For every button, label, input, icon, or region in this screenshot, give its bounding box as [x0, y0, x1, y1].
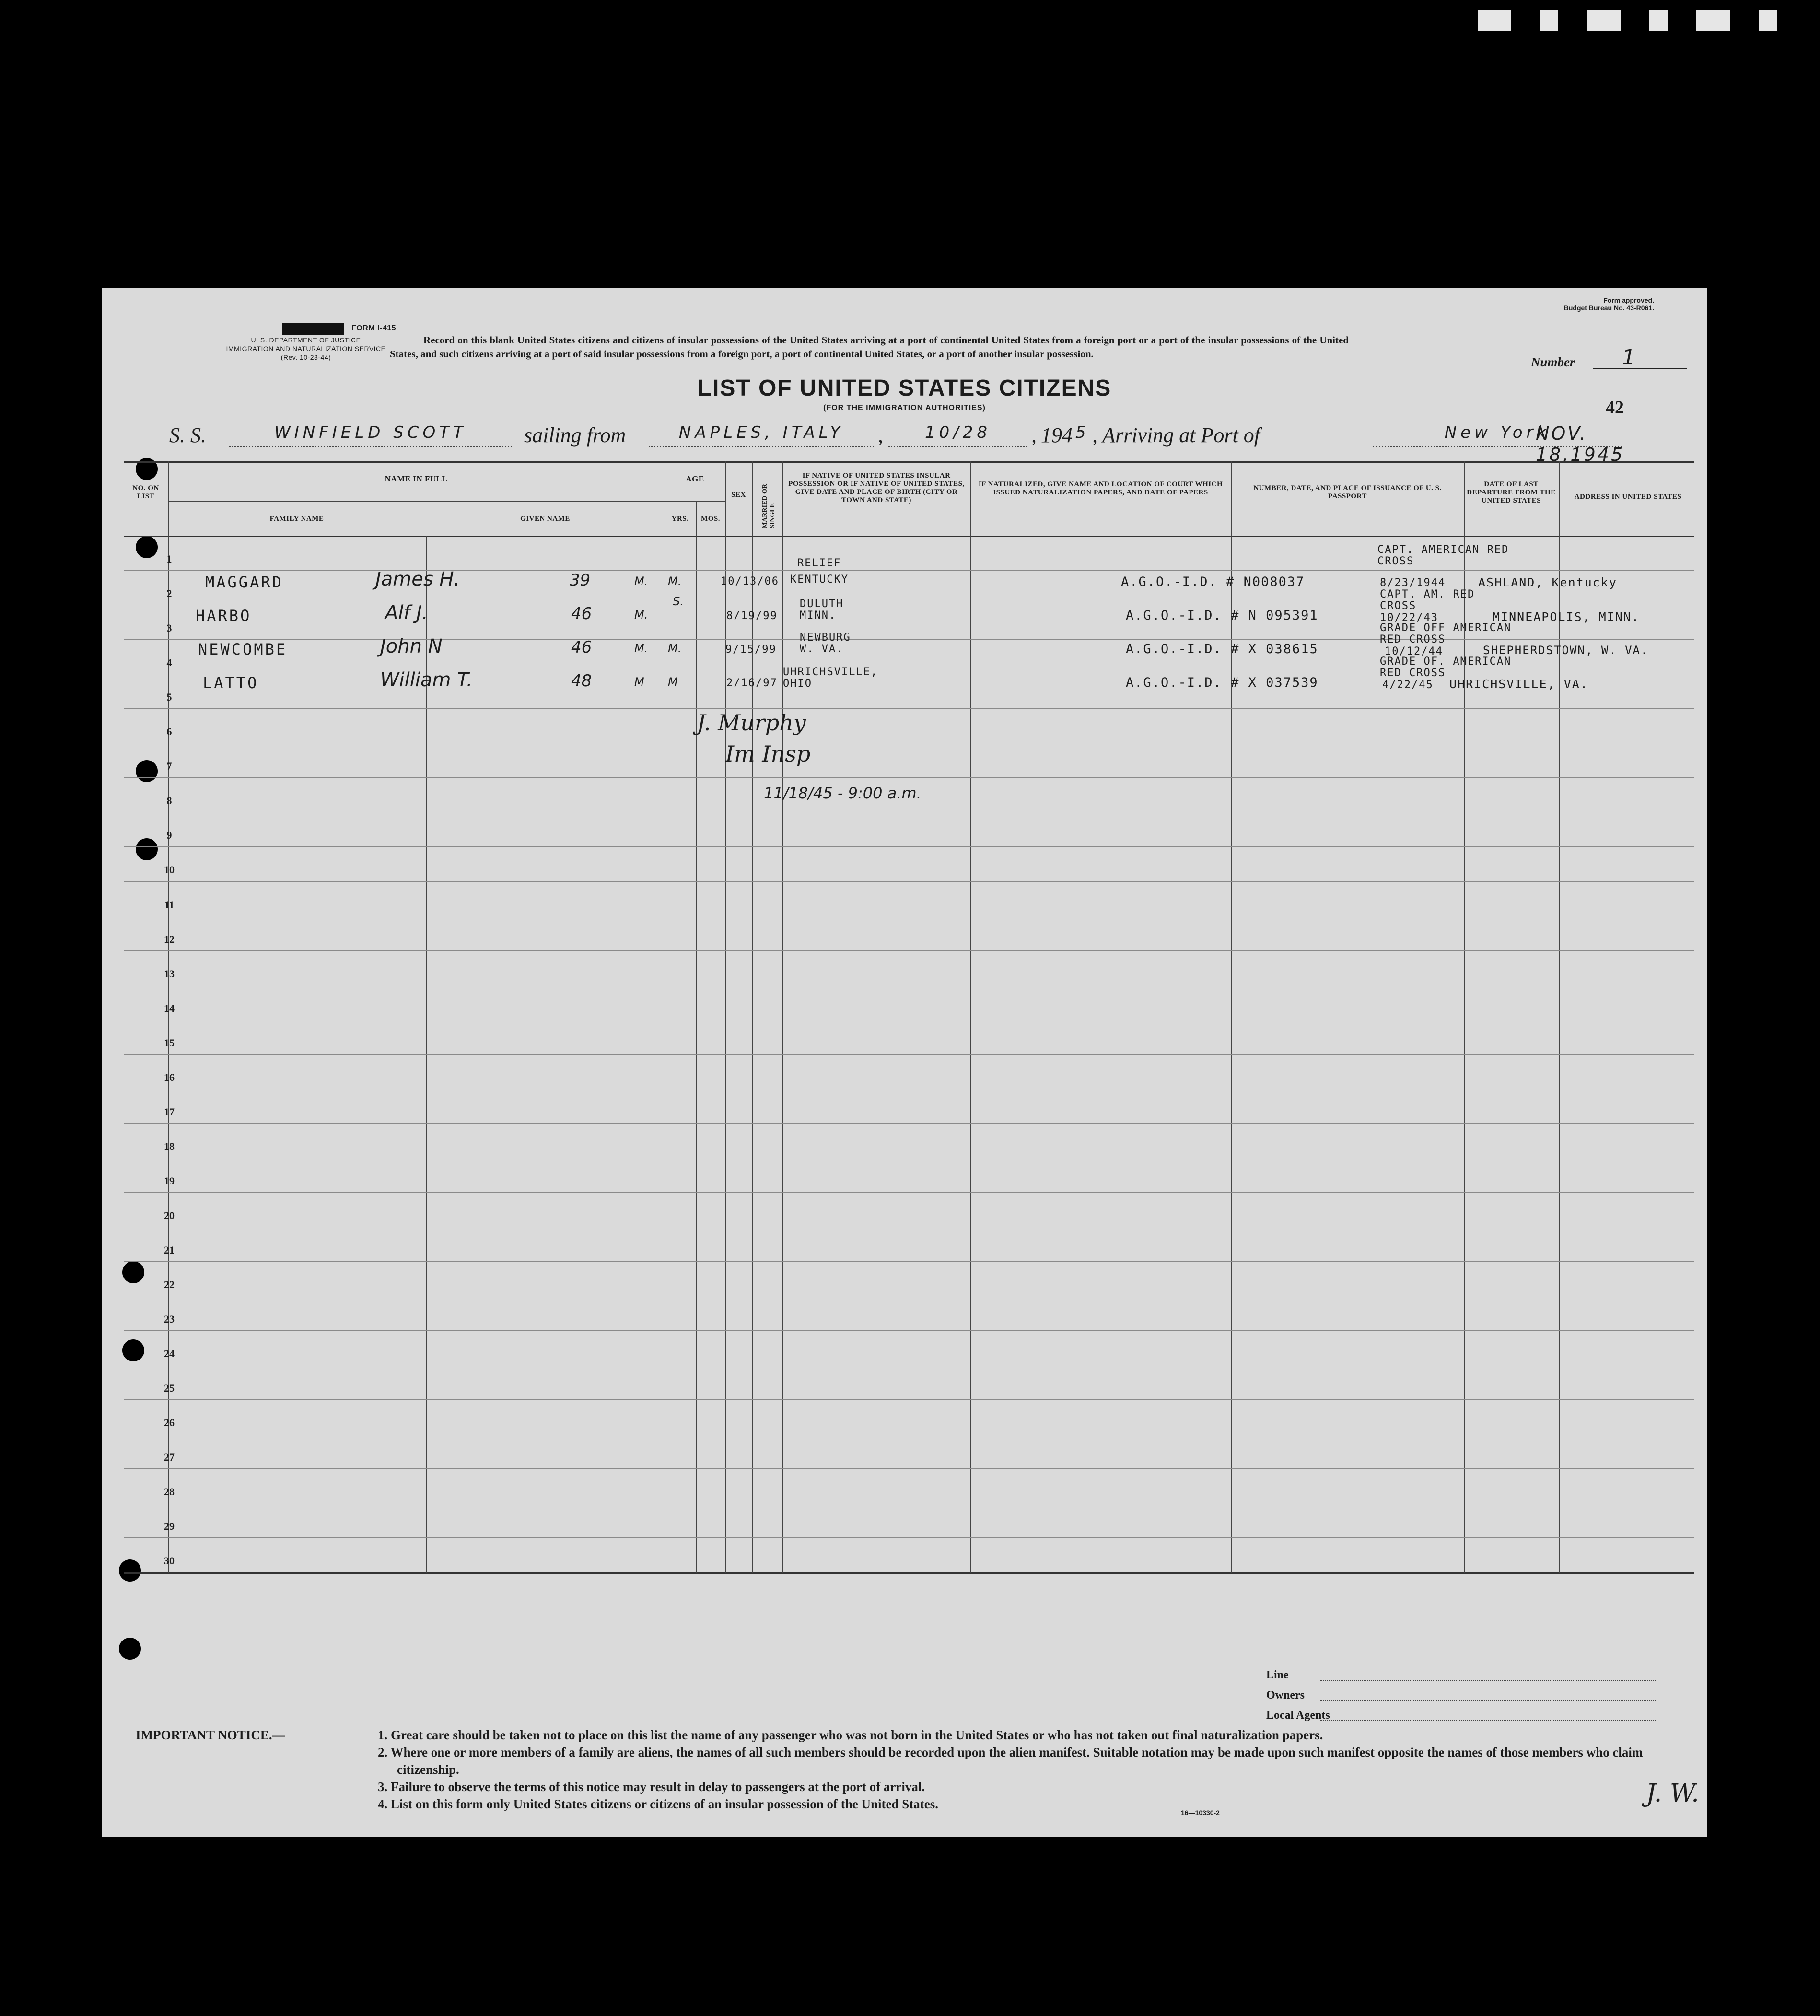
sex: M. [634, 574, 648, 588]
table-row-line [124, 846, 1694, 847]
port-of-arrival: New York [1373, 423, 1622, 447]
row-number: 5 [166, 691, 172, 703]
row-number: 30 [164, 1555, 175, 1567]
given-name: John N [380, 635, 443, 657]
role-note: CAPT. AMERICAN RED CROSS [1377, 544, 1509, 567]
address: UHRICHSVILLE, VA. [1449, 677, 1588, 691]
budget-approval [1564, 296, 1654, 312]
col-given-name: GIVEN NAME [520, 515, 570, 523]
birth-place: NEWBURG W. VA. [800, 632, 851, 655]
table-row-line [124, 777, 1694, 778]
number-value: 1 [1622, 345, 1635, 370]
row-number: 20 [164, 1209, 175, 1221]
arrival-date: NOV. 18,1945 [1536, 423, 1625, 465]
table-row-line [124, 1468, 1694, 1469]
row-number: 22 [164, 1278, 175, 1291]
line-field [1320, 1680, 1656, 1681]
port-of-departure: NAPLES, ITALY [649, 423, 874, 447]
ss-label: S. S. [169, 423, 206, 447]
family-name: LATTO [203, 674, 259, 692]
owners-field [1320, 1700, 1656, 1701]
notice-list [136, 1726, 1660, 1813]
table-row-line [124, 1399, 1694, 1400]
birth-date: 9/15/99 [725, 644, 777, 656]
inspector-signature: J. Murphy [697, 710, 806, 736]
table-top-border [124, 461, 1694, 463]
row-number: 19 [164, 1174, 175, 1187]
address: ASHLAND, Kentucky [1478, 575, 1617, 589]
manifest-sheet [102, 288, 1707, 1837]
line-label: Line [1266, 1669, 1289, 1681]
notice-item: 4. List on this form only United States citizens or citizens of an insular possession of the United States. [378, 1797, 939, 1811]
row-number: 3 [166, 622, 172, 634]
table-row-line [124, 1261, 1694, 1262]
sailing-from-label: sailing from [524, 423, 626, 447]
name-header-divider [168, 501, 665, 502]
row-number: 4 [166, 656, 172, 669]
form-approved: Form approved. [1603, 296, 1654, 304]
voyage-line: S. S. WINFIELD SCOTT sailing from NAPLES, ITALY , 10/28 , 194 5 , Arriving at Port of New York NOV. 18,1945 [169, 423, 1680, 452]
sex: M [634, 675, 644, 689]
row-number: 1 [166, 553, 172, 565]
page-subtitle: (FOR THE IMMIGRATION AUTHORITIES) [823, 404, 986, 412]
given-name: William T. [380, 669, 473, 691]
departure-date: 10/22/43 [1380, 612, 1438, 624]
row-number: 25 [164, 1382, 175, 1395]
arriving-label: , Arriving at Port of [1092, 423, 1260, 447]
row-number: 18 [164, 1140, 175, 1152]
year-printed: 194 [1041, 423, 1073, 447]
age-yrs: 48 [571, 671, 592, 691]
table-row-line [124, 950, 1694, 951]
row-number: 10 [164, 864, 175, 876]
col-yrs: YRS. [671, 515, 689, 523]
form-instructions: Record on this blank United States citizens and citizens of insular possessions of the United States arriving at a port of continental United States from a foreign port or a port of the insular possessions of the United States, and such citizens arriving at a port of said insular possessions from a foreign port, a port of continental United States, or a port of another insular possession. [390, 334, 1349, 360]
printer-code: 16—10330-2 [1181, 1809, 1220, 1817]
row-number: 8 [166, 795, 172, 807]
departure-date: 4/22/45 [1382, 679, 1434, 691]
inspection-timestamp: 11/18/45 - 9:00 a.m. [764, 784, 922, 802]
form-number: FORM I-415 [351, 324, 397, 332]
birth-place: DULUTH MINN. [800, 598, 844, 621]
sex: M. [634, 642, 648, 655]
row-number: 28 [164, 1486, 175, 1498]
departure-date: 10/12/44 [1385, 645, 1443, 657]
notice-lead: IMPORTANT NOTICE.— [136, 1728, 285, 1742]
row-number: 21 [164, 1244, 175, 1256]
notice-item: 1. Great care should be taken not to place on this list the name of any passenger who was not born in the United States or who has not taken out final naturalization papers. [378, 1728, 1323, 1742]
ship-name: WINFIELD SCOTT [229, 423, 512, 447]
row-number: 11 [164, 898, 175, 911]
col-family-name: FAMILY NAME [269, 515, 324, 523]
local-agents-label: Local Agents [1266, 1709, 1330, 1722]
family-name: HARBO [196, 607, 252, 625]
table-row-line [124, 1537, 1694, 1538]
role-note: GRADE OFF AMERICAN RED CROSS [1380, 622, 1512, 645]
notice-item: 2. Where one or more members of a family are aliens, the names of all such members should be recorded upon the alien manifest. Suitable notation may be made upon such manifest opposite the names of those members who claim citizenship. [378, 1745, 1643, 1777]
row-number: 23 [164, 1313, 175, 1325]
col-no-on-list: NO. ON LIST [132, 484, 159, 500]
address: SHEPHERDSTOWN, W. VA. [1483, 644, 1649, 657]
birth-place: KENTUCKY [790, 574, 849, 586]
service: IMMIGRATION AND NATURALIZATION SERVICE [226, 345, 386, 352]
owners-label: Owners [1266, 1689, 1305, 1701]
table-row-line [124, 1330, 1694, 1331]
age-yrs: 46 [571, 638, 592, 657]
header-bottom-border [124, 536, 1694, 537]
punch-hole [119, 1638, 141, 1660]
table-row-line [124, 570, 1694, 571]
number-label: Number [1531, 355, 1575, 369]
marital-status: S. [673, 595, 684, 608]
passport: A.G.O.-I.D. # X 037539 [1126, 675, 1318, 690]
family-name: NEWCOMBE [198, 640, 288, 658]
row-number: 15 [164, 1036, 175, 1049]
role-note: GRADE OF. AMERICAN RED CROSS [1380, 656, 1512, 679]
notice-item: 3. Failure to observe the terms of this notice may result in delay to passengers at the port of arrival. [378, 1780, 925, 1794]
row-number: 9 [166, 829, 172, 842]
col-address: ADDRESS IN UNITED STATES [1574, 493, 1682, 501]
page-title: LIST OF UNITED STATES CITIZENS [697, 375, 1112, 401]
inspector-title: Im Insp [725, 741, 811, 767]
local-agents-field [1320, 1720, 1656, 1721]
marital-status: M. [668, 574, 682, 588]
year-handwritten: 5 [1075, 423, 1086, 442]
family-name: MAGGARD [205, 573, 283, 591]
table-row-line [124, 1192, 1694, 1193]
important-notice [136, 1726, 1660, 1813]
row-number: 12 [164, 933, 175, 945]
row-number: 14 [164, 1002, 175, 1014]
given-name: Alf J. [385, 602, 428, 624]
age-yrs: 39 [570, 571, 591, 590]
birth-date: 2/16/97 [726, 677, 778, 689]
col-sex: SEX [731, 491, 746, 499]
passport: A.G.O.-I.D. # N008037 [1121, 574, 1305, 589]
departure-date: 10/28 [888, 423, 1027, 447]
sex: M. [634, 608, 648, 621]
col-naturalized: IF NATURALIZED, GIVE NAME AND LOCATION OF COURT WHICH ISSUED NATURALIZATION PAPERS, AND DATE OF PAPERS [978, 481, 1223, 496]
passport: A.G.O.-I.D. # N 095391 [1126, 608, 1318, 623]
budget-bureau: Budget Bureau No. 43-R061. [1563, 304, 1654, 312]
row-number: 27 [164, 1451, 175, 1464]
table-row-line [124, 708, 1694, 709]
relief-note: RELIEF [797, 557, 841, 569]
address: MINNEAPOLIS, MINN. [1493, 610, 1640, 624]
redaction-bar [282, 323, 344, 335]
table-row-line [124, 1123, 1694, 1124]
row-number: 24 [164, 1348, 175, 1360]
marital-status: M [668, 675, 678, 689]
page-number: 42 [1606, 398, 1624, 418]
number-underline [1593, 368, 1687, 369]
given-name: James H. [375, 568, 460, 590]
department: U. S. DEPARTMENT OF JUSTICE [251, 336, 361, 344]
birth-place: UHRICHSVILLE, OHIO [783, 666, 878, 690]
row-number: 17 [164, 1105, 175, 1118]
col-last-departure: DATE OF LAST DEPARTURE FROM THE UNITED STATES [1467, 481, 1556, 504]
col-native: IF NATIVE OF UNITED STATES INSULAR POSSESSION OR IF NATIVE OF UNITED STATES, GIVE DATE AND PLACE OF BIRTH (CITY OR TOWN AND STATE) [788, 472, 965, 504]
col-name-in-full: NAME IN FULL [385, 474, 448, 483]
age-yrs: 46 [571, 604, 592, 623]
departure-date: 8/23/1944 [1380, 577, 1446, 589]
role-note: CAPT. AM. RED CROSS [1380, 588, 1475, 612]
row-number: 29 [164, 1520, 175, 1533]
revision: (Rev. 10-23-44) [280, 353, 331, 361]
corner-mark: J. W. [1646, 1779, 1699, 1808]
col-age: AGE [686, 474, 704, 483]
table-row-line [124, 881, 1694, 882]
table-bottom-border [124, 1572, 1694, 1574]
col-married-single: MARRIED OR SINGLE [761, 484, 776, 528]
col-passport: NUMBER, DATE, AND PLACE OF ISSUANCE OF U. S. PASSPORT [1253, 484, 1442, 500]
passport: A.G.O.-I.D. # X 038615 [1126, 642, 1318, 656]
row-number: 16 [164, 1071, 175, 1083]
row-number: 2 [166, 587, 172, 600]
row-number: 6 [166, 726, 172, 738]
marital-status: M. [668, 642, 682, 655]
row-number: 7 [166, 760, 172, 773]
row-number: 13 [164, 967, 175, 980]
film-edge-marks [1478, 10, 1777, 34]
row-number: 26 [164, 1417, 175, 1429]
age-header-divider [665, 501, 725, 502]
birth-date: 8/19/99 [726, 610, 778, 622]
table-row-line [124, 1054, 1694, 1055]
col-mos: MOS. [701, 515, 720, 523]
birth-date: 10/13/06 [721, 575, 779, 587]
